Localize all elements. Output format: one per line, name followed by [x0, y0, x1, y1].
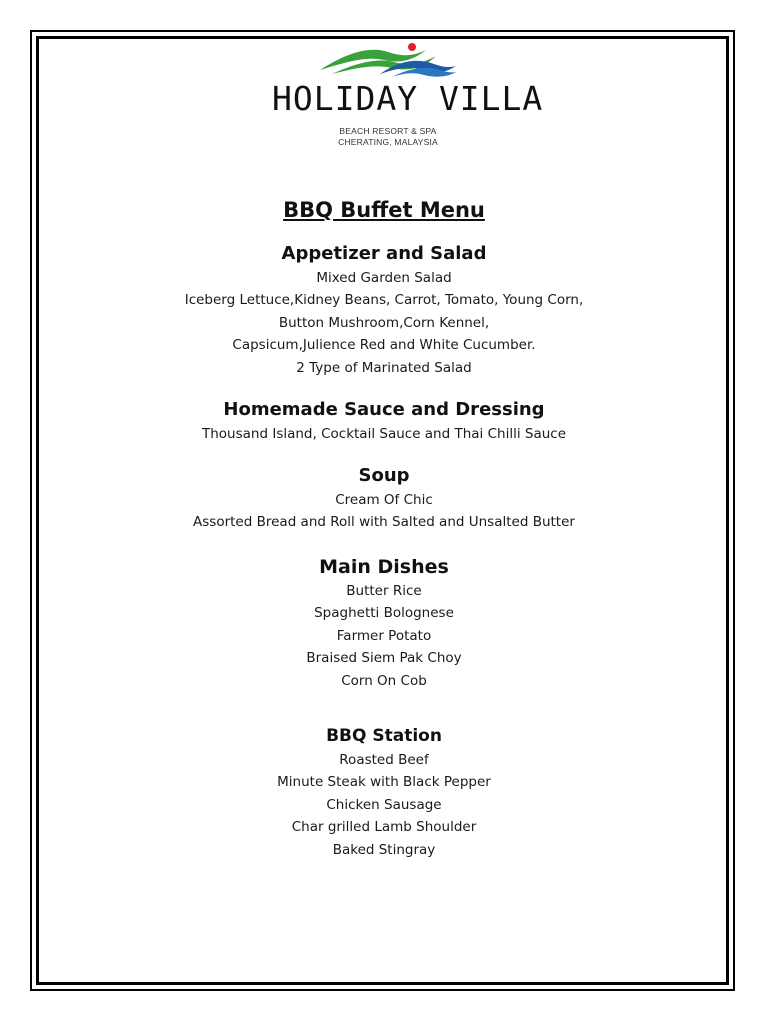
list-item: Cream Of Chic — [335, 492, 433, 508]
list-item: Braised Siem Pak Choy — [306, 650, 462, 667]
list-item: Baked Stingray — [332, 841, 436, 858]
logo-subtitle-line1: BEACH RESORT & SPA — [339, 126, 437, 136]
list-item: Corn On Cob — [341, 672, 427, 689]
logo-brand-name: HOLIDAY VILLA — [272, 79, 544, 118]
mountain-waves-logo-icon — [318, 40, 458, 78]
list-item: 2 Type of Marinated Salad — [296, 359, 472, 376]
section-heading: Appetizer and Salad — [281, 243, 487, 264]
list-item: Button Mushroom,Corn Kennel, — [278, 314, 490, 331]
section-heading: Homemade Sauce and Dressing — [223, 399, 545, 420]
section-bbq-station — [40, 723, 728, 861]
holiday-villa-logo — [272, 40, 544, 154]
section-soup — [40, 463, 728, 534]
section-sauce-dressing — [40, 397, 728, 445]
list-item: Minute Steak with Black Pepper — [277, 774, 491, 791]
list-item: Thousand Island, Cocktail Sauce and Thai Chilli Sauce — [202, 426, 566, 442]
section-main-dishes — [40, 554, 728, 692]
list-item: Assorted Bread and Roll with Salted and Unsalted Butter — [193, 514, 575, 531]
list-item: Spaghetti Bolognese — [314, 605, 454, 622]
section-heading: BBQ Station — [326, 726, 442, 746]
list-item: Butter Rice — [346, 583, 422, 599]
list-item: Char grilled Lamb Shoulder — [291, 819, 477, 836]
list-item: Capsicum,Julience Red and White Cucumber. — [232, 337, 536, 354]
list-item: Chicken Sausage — [326, 796, 442, 813]
menu-page — [40, 40, 728, 980]
list-item: Iceberg Lettuce,Kidney Beans, Carrot, Tomato, Young Corn, — [184, 292, 584, 309]
logo-subtitle-line2: CHERATING, MALAYSIA — [338, 137, 438, 147]
list-item: Roasted Beef — [339, 752, 429, 768]
section-heading: Main Dishes — [319, 556, 449, 578]
list-item: Mixed Garden Salad — [316, 270, 452, 286]
section-heading: Soup — [358, 465, 410, 486]
section-appetizer-salad — [40, 241, 728, 379]
list-item: Farmer Potato — [336, 627, 432, 644]
menu-title: BBQ Buffet Menu — [283, 198, 485, 222]
